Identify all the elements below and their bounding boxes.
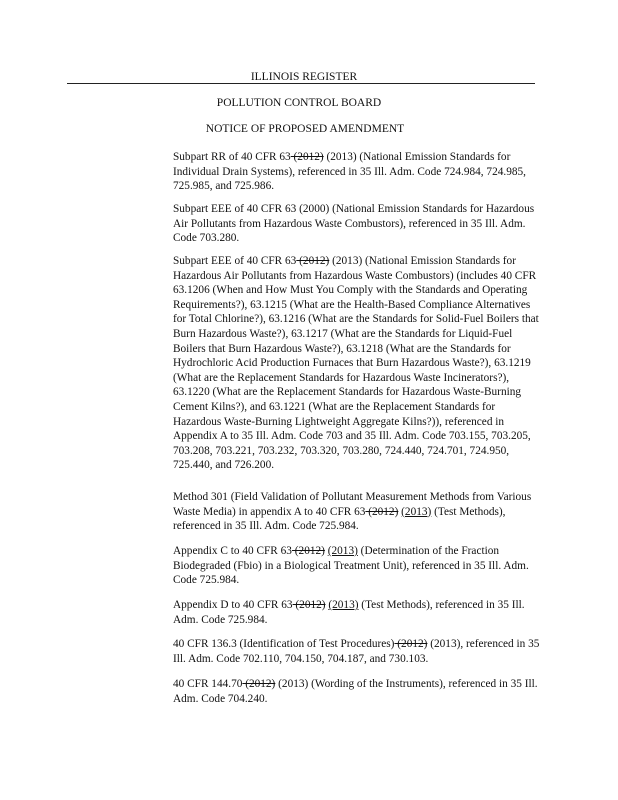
- paragraph-method-301: [173, 490, 545, 534]
- paragraph-text: Method 301 (Field Validation of Pollutant Measurement Methods from Various Waste Media) in appendix A to 40 CFR 63: [173, 491, 532, 518]
- deleted-text: (2012): [394, 638, 428, 650]
- paragraph-text: Subpart EEE of 40 CFR 63 (2000) (National Emission Standards for Hazardous Air Pollutants from Hazardous Waste Combustors), referenced in 35 Ill. Adm. Code 703.280.: [173, 203, 535, 245]
- paragraph-subpart-eee: [173, 254, 545, 473]
- deleted-text: (2012): [290, 151, 324, 163]
- paragraph-appendix-c: [173, 544, 545, 588]
- paragraph-text: 40 CFR 144.70: [173, 678, 243, 690]
- board-title: POLLUTION CONTROL BOARD: [216, 97, 382, 109]
- paragraph-text: (2013) (Wording of the Instruments), referenced in 35 Ill. Adm. Code 704.240.: [173, 678, 538, 705]
- paragraph-text: Appendix D to 40 CFR 63: [173, 599, 293, 611]
- inserted-text: (2013): [327, 545, 358, 557]
- paragraph-appendix-d: [173, 598, 545, 627]
- paragraph-text: Appendix C to 40 CFR 63: [173, 545, 292, 557]
- paragraph-text: (Determination of the Fraction Biodegraded (Fbio) in a Biological Treatment Unit), referenced in 35 Ill. Adm. Code 725.984.: [173, 545, 529, 587]
- paragraph-text: (Test Methods), referenced in 35 Ill. Adm. Code 725.984.: [173, 599, 525, 626]
- inserted-text: (2013): [401, 505, 432, 518]
- deleted-text: (2012): [291, 545, 325, 557]
- paragraph-text: Subpart EEE of 40 CFR 63: [173, 255, 297, 267]
- paragraph-text: (2013), referenced in 35 Ill. Adm. Code 702.110, 704.150, 704.187, and 730.103.: [173, 638, 540, 665]
- paragraph-text: (2013) (National Emission Standards for Individual Drain Systems), referenced in 35 Ill. Adm. Code 724.984, 724.985, 725.985, and 725.986.: [173, 151, 526, 193]
- paragraph-subpart-eee-2000: [173, 202, 545, 246]
- paragraph-text: 40 CFR 136.3 (Identification of Test Procedures): [173, 638, 395, 650]
- register-title: ILLINOIS REGISTER: [250, 71, 358, 83]
- inserted-text: (2013): [328, 599, 359, 611]
- deleted-text: (2012): [296, 255, 330, 267]
- deleted-text: (2012): [292, 599, 326, 611]
- notice-title: NOTICE OF PROPOSED AMENDMENT: [205, 123, 405, 135]
- header-rule: [67, 83, 535, 84]
- paragraph-text: (Test Methods), referenced in 35 Ill. Adm. Code 725.984.: [173, 505, 506, 533]
- paragraph-136-3: [173, 637, 545, 666]
- paragraph-subpart-rr: [173, 150, 545, 194]
- paragraph-144-70: [173, 677, 545, 706]
- paragraph-text: Subpart RR of 40 CFR 63: [173, 151, 291, 163]
- deleted-text: (2012): [365, 505, 399, 518]
- deleted-text: (2012): [242, 678, 276, 690]
- paragraph-text: (2013) (National Emission Standards for Hazardous Air Pollutants from Hazardous Waste Combustors) (includes 40 CFR 63.1206 (When and How Must You Comply with the Standards and Operating Requirements?), 63.1215 (What are the Health-Based Compliance Alternatives for Total Chlorine?), 63.1216 (What are the Standards for Solid-Fuel Boilers that Burn Hazardous Waste?), 63.1217 (What are the Standards for Liquid-Fuel Boilers that Burn Hazardous Waste?), 63.1218 (What are the Standards for Hydrochloric Acid Production Furnaces that Burn Hazardous Waste?), 63.1219 (What are the Replacement Standards for Hazardous Waste Incinerators?), 63.1220 (What are the Replacement Standards for Hazardous Waste-Burning Cement Kilns?), and 63.1221 (What are the Replacement Standards for Hazardous Waste-Burning Lightweight Aggregate Kilns?)), referenced in Appendix A to 35 Ill. Adm. Code 703 and 35 Ill. Adm. Code 703.155, 703.205, 703.208, 703.221, 703.232, 703.320, 703.280, 724.440, 724.701, 724.950, 725.440, and 726.200.: [173, 255, 539, 472]
